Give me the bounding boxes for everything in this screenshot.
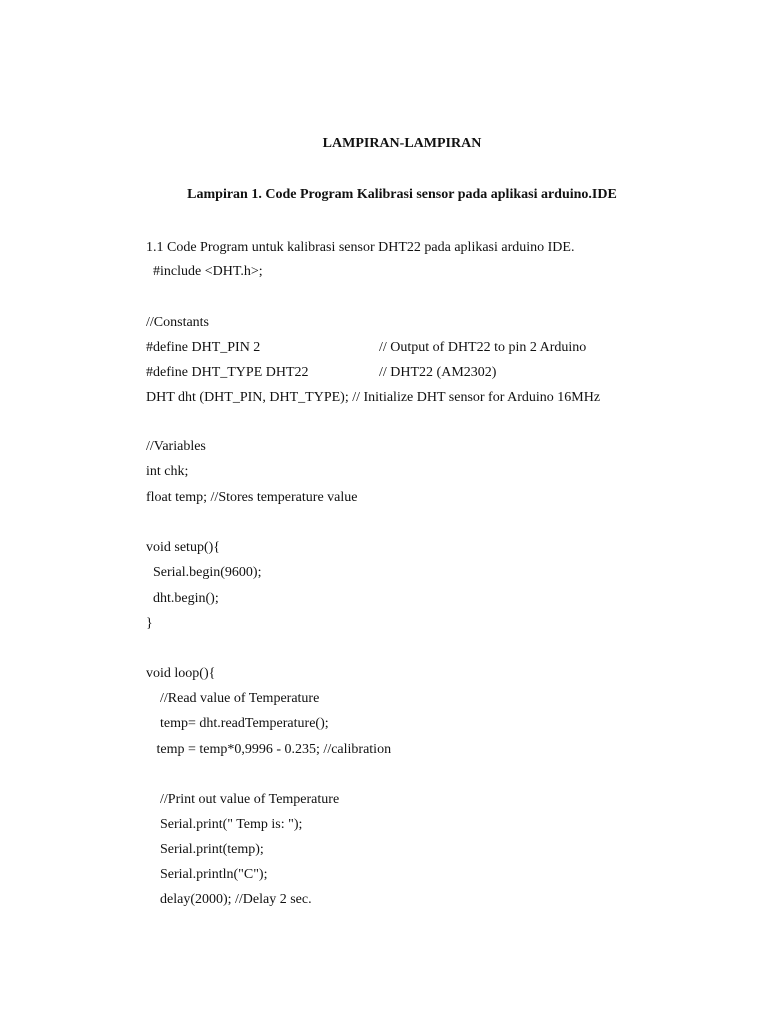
code-line-define-pin: #define DHT_PIN 2 xyxy=(146,340,261,355)
code-comment-define-pin: // Output of DHT22 to pin 2 Arduino xyxy=(379,340,587,355)
code-line-float-temp: float temp; //Stores temperature value xyxy=(146,490,358,505)
code-line-print-temp: Serial.print(temp); xyxy=(146,842,264,857)
code-line-setup-close: } xyxy=(146,616,153,631)
section-heading: 1.1 Code Program untuk kalibrasi sensor DHT22 pada aplikasi arduino IDE. xyxy=(146,240,575,255)
code-line-loop-open: void loop(){ xyxy=(146,666,216,681)
code-line-setup-open: void setup(){ xyxy=(146,540,220,555)
code-line-dht-begin: dht.begin(); xyxy=(146,591,219,606)
code-line-calibration: temp = temp*0,9996 - 0.235; //calibration xyxy=(146,742,392,757)
code-line-int-chk: int chk; xyxy=(146,464,189,479)
appendix-subtitle: Lampiran 1. Code Program Kalibrasi sensor pada aplikasi arduino.IDE xyxy=(187,187,617,202)
code-line-print-label: Serial.print(" Temp is: "); xyxy=(146,817,303,832)
code-line-print-comment: //Print out value of Temperature xyxy=(146,792,340,807)
code-line-serial-begin: Serial.begin(9600); xyxy=(146,565,262,580)
code-line-dht-init: DHT dht (DHT_PIN, DHT_TYPE); // Initialize DHT sensor for Arduino 16MHz xyxy=(146,390,601,405)
code-line-variables-comment: //Variables xyxy=(146,439,206,454)
code-comment-define-type: // DHT22 (AM2302) xyxy=(379,365,497,380)
code-line-delay: delay(2000); //Delay 2 sec. xyxy=(146,892,312,907)
code-line-println-c: Serial.println("C"); xyxy=(146,867,268,882)
code-line-include: #include <DHT.h>; xyxy=(146,264,263,279)
code-line-read-temp: temp= dht.readTemperature(); xyxy=(146,716,329,731)
code-line-constants-comment: //Constants xyxy=(146,315,210,330)
code-line-define-type: #define DHT_TYPE DHT22 xyxy=(146,365,309,380)
code-line-read-comment: //Read value of Temperature xyxy=(146,691,320,706)
document-title: LAMPIRAN-LAMPIRAN xyxy=(322,136,482,151)
